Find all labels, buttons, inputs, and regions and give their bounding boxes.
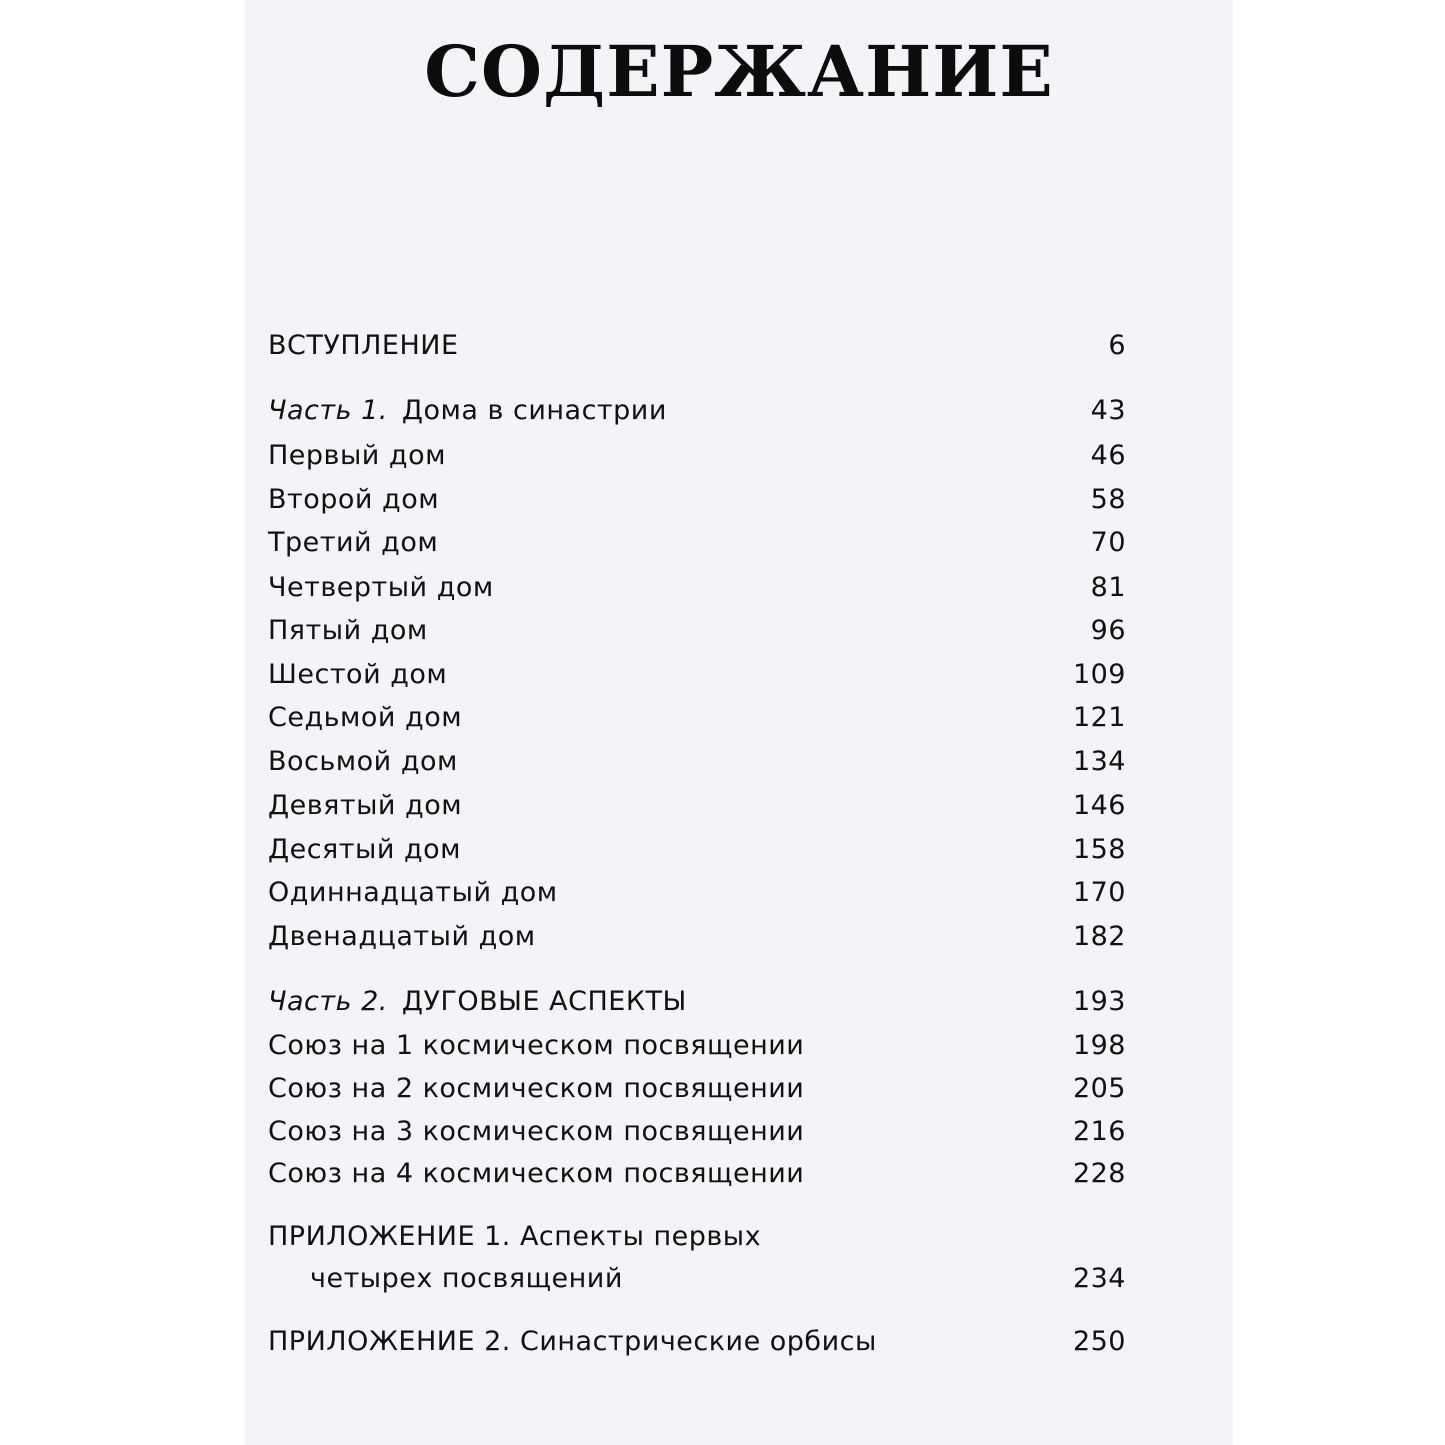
part-prefix: Часть 2. (268, 986, 388, 1017)
toc-entry (268, 330, 1126, 370)
toc-entry-label (268, 1073, 804, 1104)
toc-entry-title: Второй дом (268, 484, 440, 515)
toc-page-number: 158 (1072, 834, 1126, 865)
toc-page-number: 43 (1090, 395, 1126, 426)
toc-page-number: 216 (1072, 1116, 1126, 1147)
toc-page-number: 109 (1072, 659, 1126, 690)
toc-entry-label (268, 1030, 804, 1061)
toc-entry-title: Четвертый дом (268, 572, 494, 603)
toc-entry (268, 834, 1126, 874)
toc-page-number: 182 (1072, 921, 1126, 952)
toc-entry-label (268, 834, 461, 865)
toc-entry-title: Союз на 1 космическом посвящении (268, 1030, 805, 1061)
toc-entry (268, 1073, 1126, 1113)
toc-entry-label (268, 746, 458, 777)
toc-entry-label (268, 395, 667, 426)
toc-page-number: 46 (1090, 440, 1126, 471)
toc-entry-title: Седьмой дом (268, 702, 463, 733)
toc-entry-label (268, 440, 446, 471)
toc-entry-label (268, 615, 428, 646)
toc-entry-title: Двенадцатый дом (268, 921, 536, 952)
toc-page-number: 250 (1072, 1326, 1126, 1357)
toc-entry-title: Третий дом (268, 527, 439, 558)
toc-page-number: 58 (1090, 484, 1126, 515)
toc-entry (268, 1221, 1126, 1261)
toc-entry-title: ПРИЛОЖЕНИЕ 1. Аспекты первых (268, 1221, 762, 1252)
toc-entry-label (268, 877, 558, 908)
toc-entry-title: Десятый дом (268, 834, 462, 865)
toc-entry (268, 1158, 1126, 1198)
page-title: СОДЕРЖАНИЕ (424, 30, 1054, 113)
toc-entry-label (268, 572, 494, 603)
toc-entry (268, 572, 1126, 612)
toc-entry (268, 921, 1126, 961)
toc-entry-title: Первый дом (268, 440, 446, 471)
toc-entry-title: Девятый дом (268, 790, 463, 821)
toc-entry (268, 702, 1126, 742)
toc-entry-label (268, 484, 439, 515)
toc-page-number: 70 (1090, 527, 1126, 558)
toc-page-number: 193 (1072, 986, 1126, 1017)
toc-entry-title: ПРИЛОЖЕНИЕ 2. Синастрические орбисы (268, 1326, 877, 1357)
toc-page-number: 198 (1072, 1030, 1126, 1061)
toc-entry-title: четырех посвящений (310, 1263, 623, 1294)
toc-entry-title: Шестой дом (268, 659, 448, 690)
toc-entry (268, 527, 1126, 567)
toc-entry (268, 484, 1126, 524)
toc-page-number: 81 (1090, 572, 1126, 603)
toc-entry (268, 1263, 1126, 1303)
part-prefix: Часть 1. (268, 395, 388, 426)
toc-page-number: 134 (1072, 746, 1126, 777)
toc-entry-label (268, 702, 462, 733)
toc-entry-title: Пятый дом (268, 615, 428, 646)
toc-page-number: 146 (1072, 790, 1126, 821)
toc-entry-title: Восьмой дом (268, 746, 458, 777)
toc-entry-label (268, 790, 462, 821)
toc-entry-title: ВСТУПЛЕНИЕ (268, 330, 459, 361)
toc-entry (268, 877, 1126, 917)
toc-page-number: 234 (1072, 1263, 1126, 1294)
toc-entry (268, 440, 1126, 480)
toc-entry-label (268, 1116, 804, 1147)
toc-entry-title: Союз на 2 космическом посвящении (268, 1073, 805, 1104)
toc-entry-title: Союз на 3 космическом посвящении (268, 1116, 805, 1147)
toc-entry-label (268, 1263, 623, 1294)
toc-entry-label (268, 921, 536, 952)
toc-page-number: 96 (1090, 615, 1126, 646)
toc-entry-label (268, 659, 447, 690)
toc-page-number: 121 (1072, 702, 1126, 733)
toc-entry (268, 1326, 1126, 1366)
toc-page-number: 228 (1072, 1158, 1126, 1189)
toc-entry-label (268, 986, 687, 1017)
toc-entry (268, 986, 1126, 1026)
toc-entry-label (268, 1326, 877, 1357)
toc-entry (268, 790, 1126, 830)
toc-entry (268, 1116, 1126, 1156)
toc-entry (268, 746, 1126, 786)
toc-entry-title: ДУГОВЫЕ АСПЕКТЫ (401, 986, 687, 1017)
toc-entry (268, 659, 1126, 699)
toc-page-number: 170 (1072, 877, 1126, 908)
toc-page-number: 205 (1072, 1073, 1126, 1104)
toc-entry (268, 1030, 1126, 1070)
toc-entry (268, 615, 1126, 655)
toc-entry-label (268, 527, 438, 558)
toc-entry-label (268, 1221, 761, 1252)
toc-entry-label (268, 330, 459, 361)
toc-entry (268, 395, 1126, 435)
toc-entry-title: Союз на 4 космическом посвящении (268, 1158, 805, 1189)
toc-entry-title: Дома в синастрии (401, 395, 667, 426)
toc-page-number: 6 (1108, 330, 1126, 361)
toc-entry-label (268, 1158, 804, 1189)
toc-entry-title: Одиннадцатый дом (268, 877, 558, 908)
